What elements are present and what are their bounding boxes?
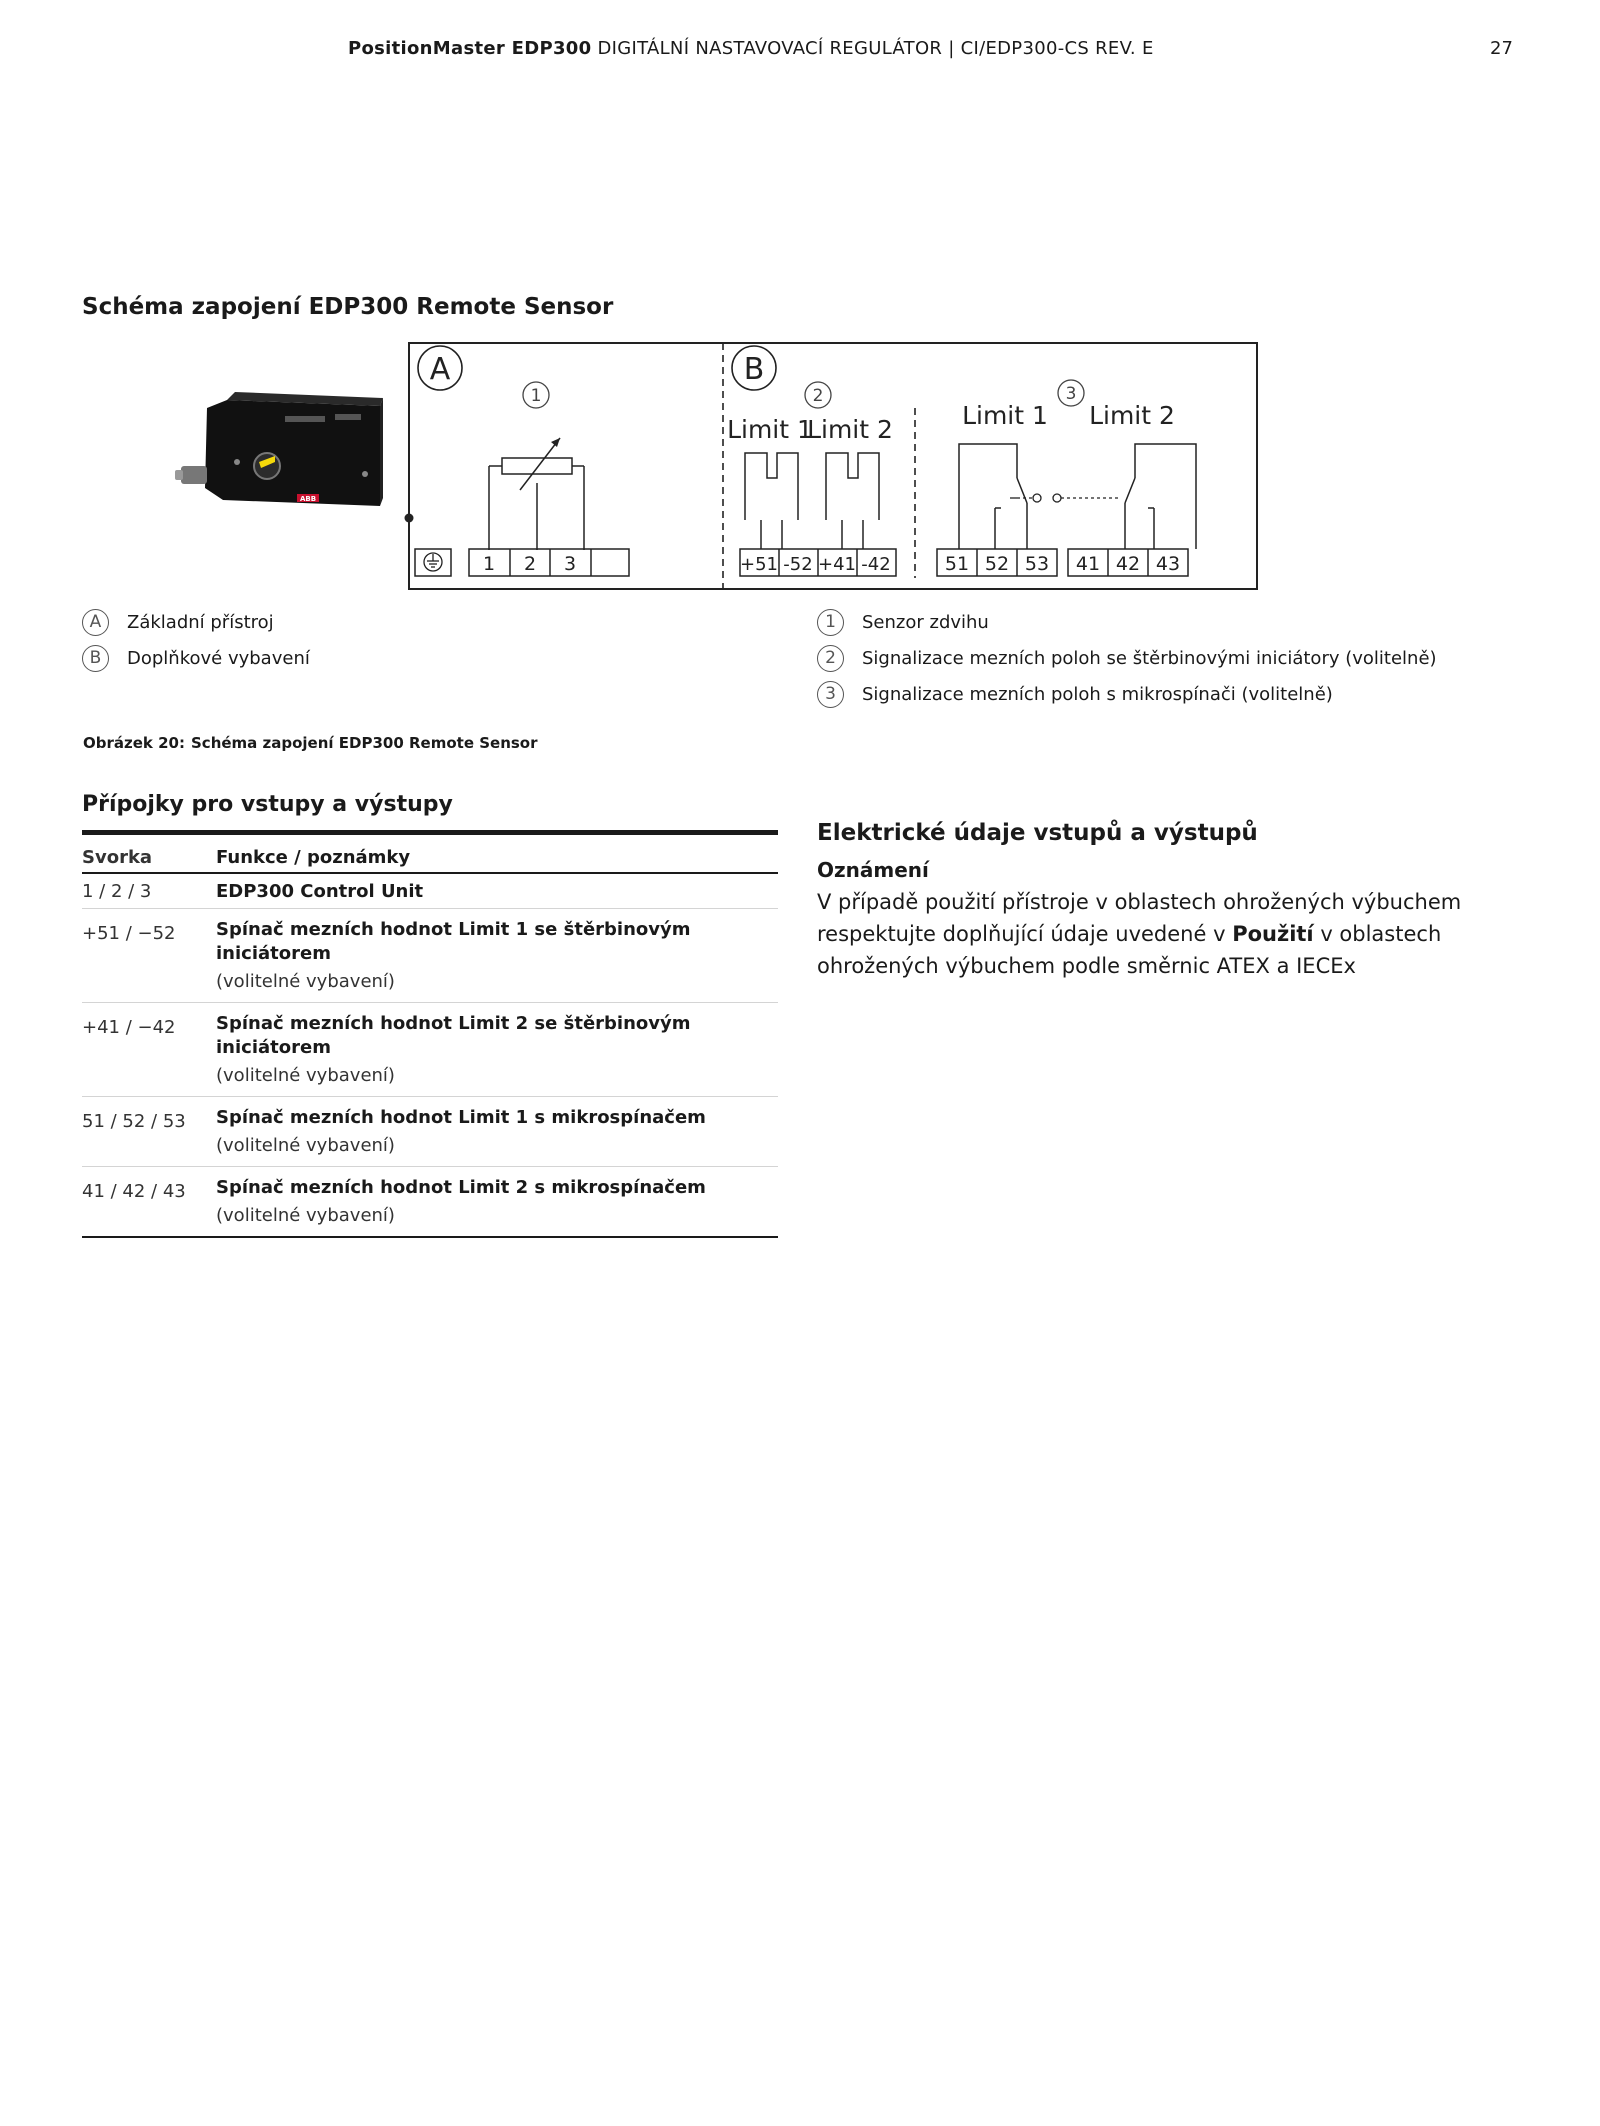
terminal-label: -52 xyxy=(783,554,813,575)
microswitch-1-symbol xyxy=(959,444,1041,549)
function-cell xyxy=(216,909,778,1003)
ground-icon xyxy=(424,553,442,571)
table-row xyxy=(82,1003,778,1097)
legend-marker: 1 xyxy=(817,609,844,636)
function-cell xyxy=(216,1003,778,1097)
terminal-label: 42 xyxy=(1115,553,1141,575)
device-side xyxy=(380,398,383,506)
device-screw xyxy=(234,459,240,465)
function-cell xyxy=(216,873,778,909)
running-header xyxy=(348,38,1154,59)
marker-3-label: 3 xyxy=(1065,384,1077,404)
page-number: 27 xyxy=(1490,38,1513,59)
terminal-label: 53 xyxy=(1024,553,1050,575)
legend-item xyxy=(817,604,1437,640)
table-header-row xyxy=(82,835,778,873)
column-header: Svorka xyxy=(82,835,216,873)
wiring-diagram xyxy=(175,338,1260,590)
terminal-label: -42 xyxy=(861,554,891,575)
io-section-title: Přípojky pro vstupy a výstupy xyxy=(82,792,453,817)
device-label-plate xyxy=(285,416,325,422)
terminal-cell: 51 / 52 / 53 xyxy=(82,1097,216,1167)
legend-text: Základní přístroj xyxy=(127,611,274,633)
function-text: Spínač mezních hodnot Limit 1 s mikrospínačem xyxy=(216,1107,706,1128)
figure-caption-text: Schéma zapojení EDP300 Remote Sensor xyxy=(191,734,538,752)
notice-heading: Oznámení xyxy=(817,858,929,882)
microswitch-2-symbol xyxy=(1053,444,1196,549)
terminal-label: 43 xyxy=(1155,553,1181,575)
marker-1-label: 1 xyxy=(530,386,542,406)
legend-text: Senzor zdvihu xyxy=(862,611,989,633)
wiring-diagram-svg xyxy=(175,338,1260,590)
legend-right xyxy=(817,604,1437,712)
section-b-label: B xyxy=(743,352,765,387)
notice-text-bold: Použití xyxy=(1232,922,1314,946)
device-photo xyxy=(175,392,383,506)
terminal-cell: +41 / −42 xyxy=(82,1003,216,1097)
legend-marker: A xyxy=(82,609,109,636)
header-title: DIGITÁLNÍ NASTAVOVACÍ REGULÁTOR | CI/EDP300-CS REV. E xyxy=(591,38,1154,59)
device-cable-gland xyxy=(181,466,207,484)
schema-title: Schéma zapojení EDP300 Remote Sensor xyxy=(82,294,614,320)
abb-logo: ABB xyxy=(299,495,317,503)
ground-junction xyxy=(405,514,414,523)
legend-text: Signalizace mezních poloh s mikrospínači (volitelně) xyxy=(862,683,1333,705)
device-label-plate-2 xyxy=(335,414,361,420)
terminal-label: 41 xyxy=(1075,553,1101,575)
legend-text: Doplňkové vybavení xyxy=(127,647,310,669)
marker-2-label: 2 xyxy=(812,386,824,406)
function-cell xyxy=(216,1097,778,1167)
terminal-cell: 41 / 42 / 43 xyxy=(82,1167,216,1238)
legend-marker: 3 xyxy=(817,681,844,708)
function-cell xyxy=(216,1167,778,1238)
slot-limit-1-label: Limit 1 xyxy=(727,415,813,444)
terminal-label: +41 xyxy=(818,554,856,575)
micro-limit-1-label: Limit 1 xyxy=(962,401,1048,430)
legend-marker: 2 xyxy=(817,645,844,672)
slot-initiator-2-symbol xyxy=(826,453,879,520)
terminal-cell: +51 / −52 xyxy=(82,909,216,1003)
device-cable-end xyxy=(175,470,183,480)
terminal-label: 1 xyxy=(482,553,496,575)
legend-text: Signalizace mezních poloh se štěrbinovými iniciátory (volitelně) xyxy=(862,647,1437,669)
notice-text-part: V případě použití přístroje v oblastech ohrožených výbuchem respektujte doplňující údaje uvedené v xyxy=(817,890,1462,946)
micro-limit-2-label: Limit 2 xyxy=(1089,401,1175,430)
table-row xyxy=(82,1097,778,1167)
electrical-section xyxy=(817,820,1517,982)
legend-marker: B xyxy=(82,645,109,672)
figure-number: Obrázek 20: xyxy=(83,734,185,752)
terminal-label: 3 xyxy=(563,553,577,575)
function-note: (volitelné vybavení) xyxy=(216,971,395,992)
device-dial xyxy=(254,453,280,479)
legend-item xyxy=(817,676,1437,712)
potentiometer-symbol xyxy=(489,438,584,550)
terminal-label: +51 xyxy=(740,554,778,575)
function-note: (volitelné vybavení) xyxy=(216,1065,395,1086)
terminal-label: 51 xyxy=(944,553,970,575)
notice-text xyxy=(817,886,1517,982)
function-note: (volitelné vybavení) xyxy=(216,1205,395,1226)
table-row xyxy=(82,873,778,909)
function-note: (volitelné vybavení) xyxy=(216,1135,395,1156)
function-text: Spínač mezních hodnot Limit 1 se štěrbinovým iniciátorem xyxy=(216,919,691,964)
legend-left xyxy=(82,604,310,676)
function-text: Spínač mezních hodnot Limit 2 s mikrospínačem xyxy=(216,1177,706,1198)
table-row xyxy=(82,909,778,1003)
legend-item xyxy=(817,640,1437,676)
terminal-cell: 1 / 2 / 3 xyxy=(82,873,216,909)
table-row xyxy=(82,1167,778,1238)
device-screw xyxy=(362,471,368,477)
terminal-label: 52 xyxy=(984,553,1010,575)
header-product: PositionMaster EDP300 xyxy=(348,38,592,59)
column-header: Funkce / poznámky xyxy=(216,835,778,873)
electrical-title: Elektrické údaje vstupů a výstupů xyxy=(817,820,1258,846)
figure-caption xyxy=(83,734,538,752)
slot-initiator-1-symbol xyxy=(745,453,798,520)
section-a-label: A xyxy=(429,352,451,387)
legend-item xyxy=(82,604,310,640)
terminal-label: 2 xyxy=(523,553,537,575)
function-text: Spínač mezních hodnot Limit 2 se štěrbinovým iniciátorem xyxy=(216,1013,691,1058)
io-table xyxy=(82,830,778,1238)
function-text: EDP300 Control Unit xyxy=(216,881,424,902)
slot-limit-2-label: Limit 2 xyxy=(807,415,893,444)
legend-item xyxy=(82,640,310,676)
notice-text-part: v oblastech ohrožených výbuchem podle směrnic ATEX a IECEx xyxy=(817,922,1442,978)
